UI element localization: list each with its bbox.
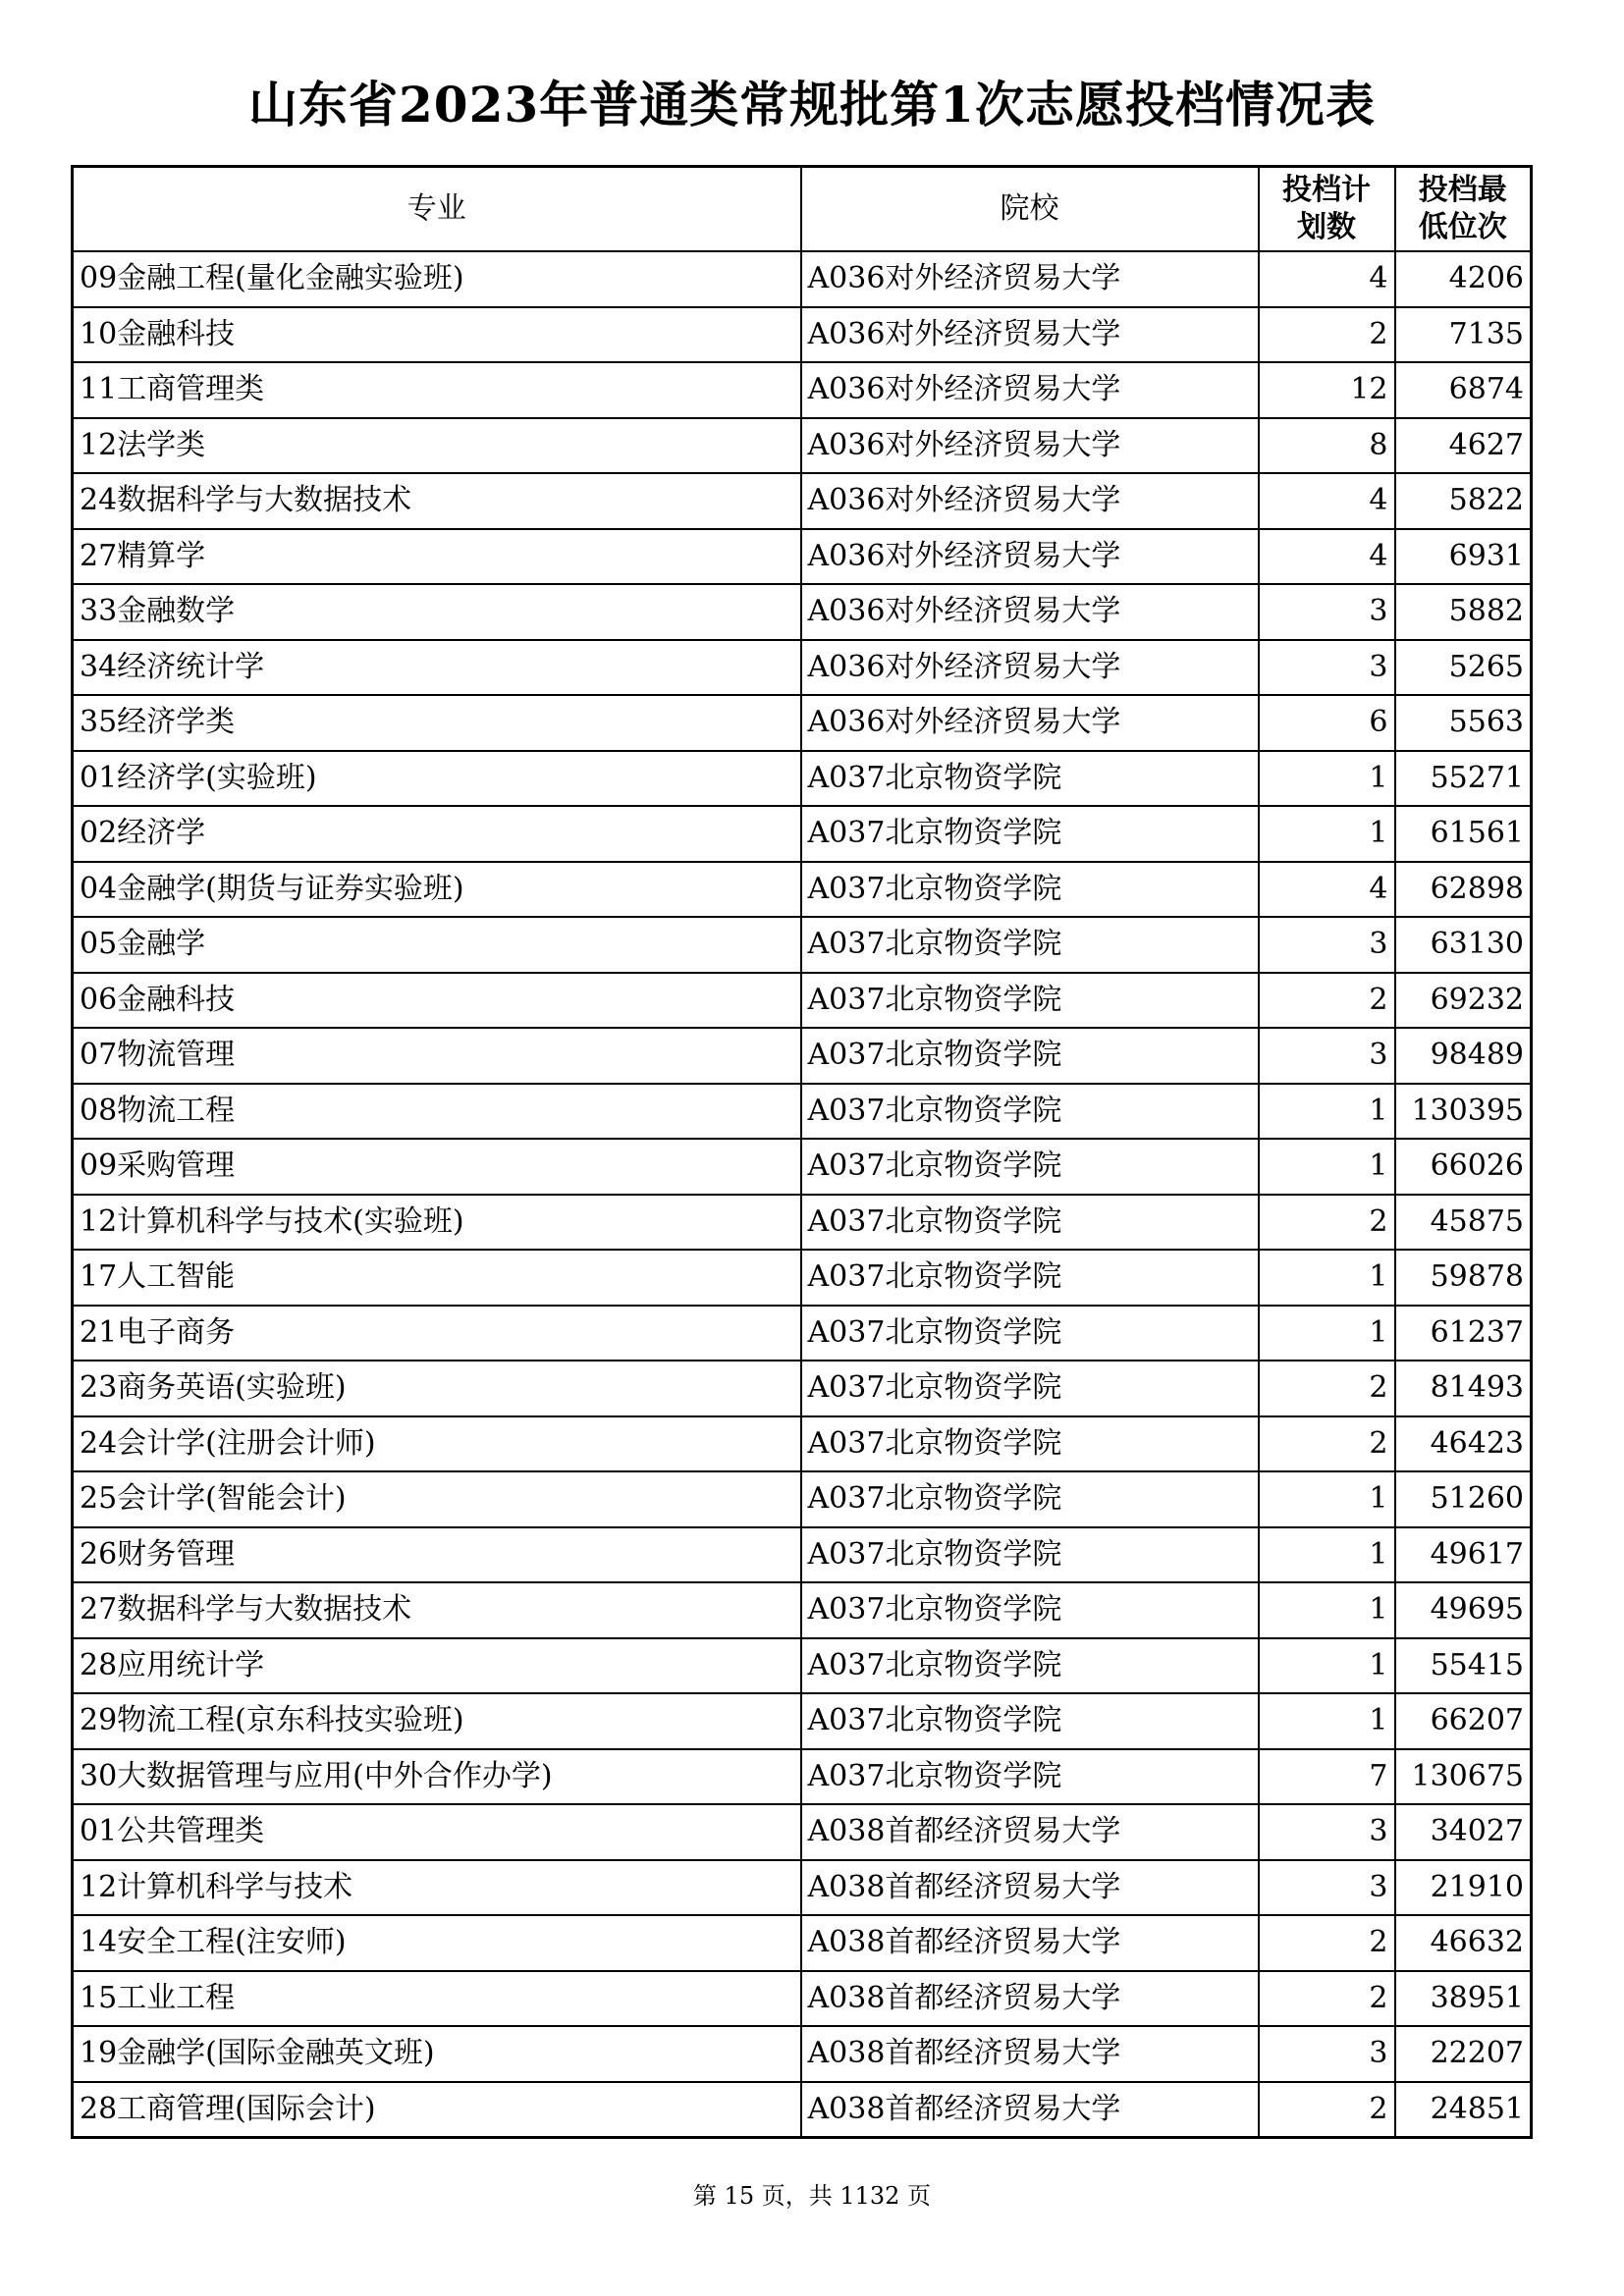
- table-row: [73, 418, 1532, 474]
- plan-count-cell: 2: [1259, 1361, 1395, 1416]
- school-cell: A038首都经济贸易大学: [801, 2026, 1259, 2082]
- table-row: [73, 584, 1532, 640]
- major-cell: 23商务英语(实验班): [73, 1361, 801, 1416]
- table-row: [73, 1860, 1532, 1916]
- table-row: [73, 1028, 1532, 1084]
- school-cell: A036对外经济贸易大学: [801, 362, 1259, 418]
- school-cell: A037北京物资学院: [801, 1250, 1259, 1306]
- major-cell: 11工商管理类: [73, 362, 801, 418]
- table-row: [73, 1471, 1532, 1527]
- table-row: [73, 1361, 1532, 1416]
- school-cell: A036对外经济贸易大学: [801, 640, 1259, 696]
- min-rank-cell: 46423: [1395, 1416, 1532, 1472]
- school-cell: A036对外经济贸易大学: [801, 695, 1259, 751]
- major-cell: 24会计学(注册会计师): [73, 1416, 801, 1472]
- school-cell: A038首都经济贸易大学: [801, 2082, 1259, 2138]
- school-cell: A037北京物资学院: [801, 1084, 1259, 1140]
- table-row: [73, 1195, 1532, 1251]
- table-row: [73, 1139, 1532, 1195]
- plan-count-cell: 1: [1259, 1139, 1395, 1195]
- school-cell: A036对外经济贸易大学: [801, 251, 1259, 307]
- min-rank-cell: 61561: [1395, 806, 1532, 862]
- plan-count-cell: 3: [1259, 1804, 1395, 1860]
- major-cell: 09金融工程(量化金融实验班): [73, 251, 801, 307]
- major-cell: 12计算机科学与技术(实验班): [73, 1195, 801, 1251]
- table-row: [73, 1638, 1532, 1694]
- major-cell: 28应用统计学: [73, 1638, 801, 1694]
- min-rank-cell: 55415: [1395, 1638, 1532, 1694]
- plan-count-cell: 2: [1259, 307, 1395, 363]
- major-cell: 10金融科技: [73, 307, 801, 363]
- major-cell: 33金融数学: [73, 584, 801, 640]
- table-row: [73, 307, 1532, 363]
- plan-count-cell: 1: [1259, 1084, 1395, 1140]
- min-rank-cell: 49695: [1395, 1582, 1532, 1638]
- school-cell: A037北京物资学院: [801, 1361, 1259, 1416]
- school-cell: A038首都经济贸易大学: [801, 1915, 1259, 1971]
- header-major: 专业: [73, 167, 801, 252]
- school-cell: A037北京物资学院: [801, 973, 1259, 1029]
- min-rank-cell: 46632: [1395, 1915, 1532, 1971]
- plan-count-cell: 3: [1259, 1860, 1395, 1916]
- header-min-rank: [1395, 167, 1532, 252]
- min-rank-cell: 81493: [1395, 1361, 1532, 1416]
- plan-count-cell: 7: [1259, 1749, 1395, 1805]
- school-cell: A038首都经济贸易大学: [801, 1860, 1259, 1916]
- table-row: [73, 862, 1532, 918]
- table-row: [73, 1915, 1532, 1971]
- min-rank-cell: 63130: [1395, 917, 1532, 973]
- major-cell: 28工商管理(国际会计): [73, 2082, 801, 2138]
- school-cell: A037北京物资学院: [801, 751, 1259, 807]
- major-cell: 17人工智能: [73, 1250, 801, 1306]
- page-footer: 第 15 页，共 1132 页: [692, 2182, 932, 2210]
- plan-count-cell: 1: [1259, 1306, 1395, 1362]
- page-title: 山东省2023年普通类常规批第1次志愿投档情况表: [248, 76, 1376, 133]
- school-cell: A037北京物资学院: [801, 1139, 1259, 1195]
- school-cell: A037北京物资学院: [801, 1527, 1259, 1583]
- table-row: [73, 1582, 1532, 1638]
- table-row: [73, 1306, 1532, 1362]
- min-rank-cell: 130675: [1395, 1749, 1532, 1805]
- min-rank-cell: 38951: [1395, 1971, 1532, 2027]
- school-cell: A037北京物资学院: [801, 806, 1259, 862]
- min-rank-cell: 62898: [1395, 862, 1532, 918]
- plan-count-cell: 12: [1259, 362, 1395, 418]
- school-cell: A038首都经济贸易大学: [801, 1804, 1259, 1860]
- table-row: [73, 1416, 1532, 1472]
- table-row: [73, 473, 1532, 529]
- plan-count-cell: 3: [1259, 584, 1395, 640]
- school-cell: A037北京物资学院: [801, 1195, 1259, 1251]
- school-cell: A037北京物资学院: [801, 1471, 1259, 1527]
- major-cell: 25会计学(智能会计): [73, 1471, 801, 1527]
- school-cell: A037北京物资学院: [801, 1306, 1259, 1362]
- header-school: 院校: [801, 167, 1259, 252]
- plan-count-cell: 1: [1259, 1471, 1395, 1527]
- min-rank-cell: 5882: [1395, 584, 1532, 640]
- major-cell: 02经济学: [73, 806, 801, 862]
- school-cell: A037北京物资学院: [801, 1693, 1259, 1749]
- min-rank-cell: 24851: [1395, 2082, 1532, 2138]
- plan-count-cell: 1: [1259, 1638, 1395, 1694]
- major-cell: 01公共管理类: [73, 1804, 801, 1860]
- school-cell: A038首都经济贸易大学: [801, 1971, 1259, 2027]
- school-cell: A037北京物资学院: [801, 862, 1259, 918]
- min-rank-cell: 130395: [1395, 1084, 1532, 1140]
- major-cell: 01经济学(实验班): [73, 751, 801, 807]
- table-header: [73, 167, 1532, 252]
- min-rank-cell: 49617: [1395, 1527, 1532, 1583]
- major-cell: 34经济统计学: [73, 640, 801, 696]
- table-row: [73, 2082, 1532, 2138]
- header-row: [73, 167, 1532, 252]
- plan-count-cell: 1: [1259, 1250, 1395, 1306]
- header-plan-line2: 划数: [1297, 210, 1356, 244]
- min-rank-cell: 5265: [1395, 640, 1532, 696]
- plan-count-cell: 1: [1259, 1693, 1395, 1749]
- table-row: [73, 1693, 1532, 1749]
- school-cell: A037北京物资学院: [801, 1028, 1259, 1084]
- min-rank-cell: 61237: [1395, 1306, 1532, 1362]
- min-rank-cell: 22207: [1395, 2026, 1532, 2082]
- plan-count-cell: 8: [1259, 418, 1395, 474]
- header-plan-count: [1259, 167, 1395, 252]
- min-rank-cell: 4627: [1395, 418, 1532, 474]
- plan-count-cell: 3: [1259, 2026, 1395, 2082]
- admission-table: [71, 165, 1533, 2139]
- plan-count-cell: 2: [1259, 1971, 1395, 2027]
- min-rank-cell: 6931: [1395, 529, 1532, 585]
- major-cell: 35经济学类: [73, 695, 801, 751]
- plan-count-cell: 1: [1259, 806, 1395, 862]
- school-cell: A037北京物资学院: [801, 1638, 1259, 1694]
- major-cell: 26财务管理: [73, 1527, 801, 1583]
- table-row: [73, 2026, 1532, 2082]
- table-row: [73, 251, 1532, 307]
- major-cell: 15工业工程: [73, 1971, 801, 2027]
- major-cell: 07物流管理: [73, 1028, 801, 1084]
- school-cell: A037北京物资学院: [801, 1582, 1259, 1638]
- header-plan-line1: 投档计: [1282, 173, 1371, 207]
- plan-count-cell: 3: [1259, 917, 1395, 973]
- plan-count-cell: 3: [1259, 640, 1395, 696]
- major-cell: 30大数据管理与应用(中外合作办学): [73, 1749, 801, 1805]
- plan-count-cell: 3: [1259, 1028, 1395, 1084]
- min-rank-cell: 7135: [1395, 307, 1532, 363]
- school-cell: A037北京物资学院: [801, 1416, 1259, 1472]
- plan-count-cell: 1: [1259, 1527, 1395, 1583]
- header-rank-line2: 低位次: [1418, 210, 1507, 244]
- min-rank-cell: 98489: [1395, 1028, 1532, 1084]
- major-cell: 05金融学: [73, 917, 801, 973]
- table-body: [73, 251, 1532, 2138]
- min-rank-cell: 51260: [1395, 1471, 1532, 1527]
- plan-count-cell: 1: [1259, 1582, 1395, 1638]
- school-cell: A036对外经济贸易大学: [801, 584, 1259, 640]
- major-cell: 24数据科学与大数据技术: [73, 473, 801, 529]
- table-row: [73, 695, 1532, 751]
- plan-count-cell: 2: [1259, 1195, 1395, 1251]
- table-row: [73, 362, 1532, 418]
- major-cell: 04金融学(期货与证券实验班): [73, 862, 801, 918]
- min-rank-cell: 66207: [1395, 1693, 1532, 1749]
- table-row: [73, 1749, 1532, 1805]
- major-cell: 08物流工程: [73, 1084, 801, 1140]
- min-rank-cell: 5822: [1395, 473, 1532, 529]
- min-rank-cell: 4206: [1395, 251, 1532, 307]
- major-cell: 29物流工程(京东科技实验班): [73, 1693, 801, 1749]
- plan-count-cell: 1: [1259, 751, 1395, 807]
- school-cell: A036对外经济贸易大学: [801, 307, 1259, 363]
- plan-count-cell: 2: [1259, 1915, 1395, 1971]
- table-row: [73, 1250, 1532, 1306]
- table-row: [73, 806, 1532, 862]
- table-row: [73, 917, 1532, 973]
- plan-count-cell: 2: [1259, 1416, 1395, 1472]
- school-cell: A037北京物资学院: [801, 917, 1259, 973]
- header-rank-line1: 投档最: [1418, 173, 1507, 207]
- major-cell: 06金融科技: [73, 973, 801, 1029]
- plan-count-cell: 6: [1259, 695, 1395, 751]
- table-row: [73, 1804, 1532, 1860]
- major-cell: 21电子商务: [73, 1306, 801, 1362]
- min-rank-cell: 21910: [1395, 1860, 1532, 1916]
- min-rank-cell: 66026: [1395, 1139, 1532, 1195]
- school-cell: A036对外经济贸易大学: [801, 418, 1259, 474]
- school-cell: A036对外经济贸易大学: [801, 529, 1259, 585]
- table-row: [73, 1971, 1532, 2027]
- major-cell: 14安全工程(注安师): [73, 1915, 801, 1971]
- table-row: [73, 751, 1532, 807]
- min-rank-cell: 69232: [1395, 973, 1532, 1029]
- table-row: [73, 973, 1532, 1029]
- plan-count-cell: 2: [1259, 973, 1395, 1029]
- major-cell: 12法学类: [73, 418, 801, 474]
- major-cell: 09采购管理: [73, 1139, 801, 1195]
- plan-count-cell: 4: [1259, 473, 1395, 529]
- table-row: [73, 640, 1532, 696]
- major-cell: 27精算学: [73, 529, 801, 585]
- min-rank-cell: 5563: [1395, 695, 1532, 751]
- min-rank-cell: 45875: [1395, 1195, 1532, 1251]
- min-rank-cell: 55271: [1395, 751, 1532, 807]
- major-cell: 12计算机科学与技术: [73, 1860, 801, 1916]
- school-cell: A036对外经济贸易大学: [801, 473, 1259, 529]
- table-row: [73, 1527, 1532, 1583]
- major-cell: 27数据科学与大数据技术: [73, 1582, 801, 1638]
- plan-count-cell: 2: [1259, 2082, 1395, 2138]
- table-row: [73, 1084, 1532, 1140]
- min-rank-cell: 34027: [1395, 1804, 1532, 1860]
- plan-count-cell: 4: [1259, 251, 1395, 307]
- plan-count-cell: 4: [1259, 862, 1395, 918]
- min-rank-cell: 6874: [1395, 362, 1532, 418]
- plan-count-cell: 4: [1259, 529, 1395, 585]
- min-rank-cell: 59878: [1395, 1250, 1532, 1306]
- school-cell: A037北京物资学院: [801, 1749, 1259, 1805]
- table-row: [73, 529, 1532, 585]
- major-cell: 19金融学(国际金融英文班): [73, 2026, 801, 2082]
